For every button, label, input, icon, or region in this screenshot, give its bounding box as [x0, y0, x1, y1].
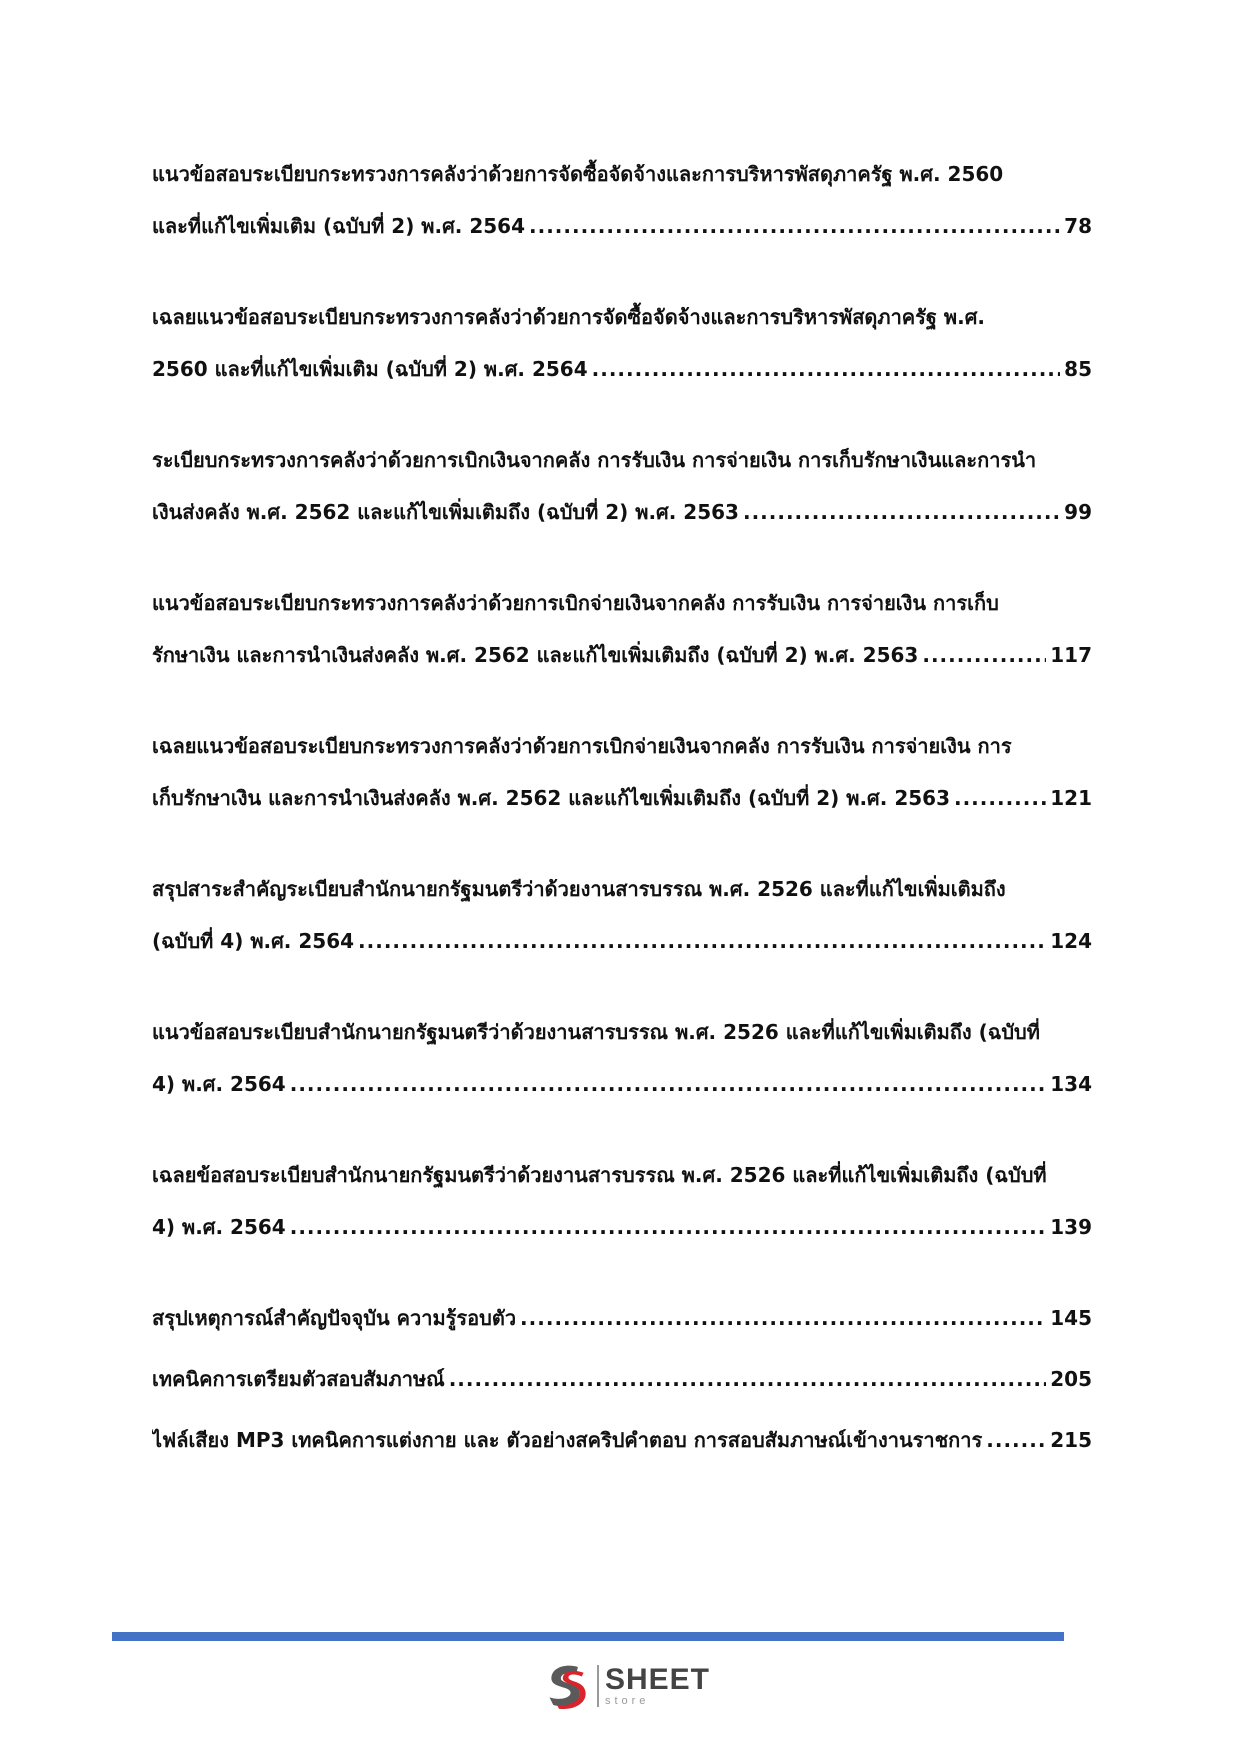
toc-line — [152, 1292, 1092, 1344]
toc-line — [152, 1414, 1092, 1466]
toc-line: แนวข้อสอบระเบียบกระทรวงการคลังว่าด้วยการจัดซื้อจัดจ้างและการบริหารพัสดุภาครัฐ พ.ศ. 2560 — [152, 162, 1004, 186]
toc-entry-title: สรุปเหตุการณ์สำคัญปัจจุบัน ความรู้รอบตัว — [152, 1306, 517, 1330]
toc-line: สรุปสาระสำคัญระเบียบสำนักนายกรัฐมนตรีว่าด้วยงานสารบรรณ พ.ศ. 2526 และที่แก้ไขเพิ่มเติมถึง — [152, 877, 1006, 901]
logo-word: SHEET — [604, 1663, 710, 1696]
toc-line: เฉลยข้อสอบระเบียบสำนักนายกรัฐมนตรีว่าด้วยงานสารบรรณ พ.ศ. 2526 และที่แก้ไขเพิ่มเติมถึง (ฉบับที่ — [152, 1163, 1047, 1187]
toc-line: แนวข้อสอบระเบียบกระทรวงการคลังว่าด้วยการเบิกจ่ายเงินจากคลัง การรับเงิน การจ่ายเงิน การเก็บ — [152, 591, 999, 615]
toc-page-number: 99 — [1064, 500, 1092, 524]
toc-dot-leader — [743, 486, 1060, 538]
toc-entry[interactable] — [152, 434, 1092, 538]
toc-entry-title: และที่แก้ไขเพิ่มเติม (ฉบับที่ 2) พ.ศ. 2564 — [152, 214, 525, 238]
toc-page-number: 85 — [1064, 357, 1092, 381]
toc-entry-title: เก็บรักษาเงิน และการนำเงินส่งคลัง พ.ศ. 2562 และแก้ไขเพิ่มเติมถึง (ฉบับที่ 2) พ.ศ. 2563 — [152, 786, 950, 810]
toc-entry[interactable] — [152, 148, 1092, 252]
toc-dot-leader — [358, 915, 1046, 967]
toc-dot-leader — [922, 629, 1046, 681]
toc-entry-title: (ฉบับที่ 4) พ.ศ. 2564 — [152, 929, 355, 953]
toc-entry[interactable] — [152, 1292, 1092, 1344]
toc-dot-leader — [954, 772, 1046, 824]
toc-line — [152, 1058, 1092, 1110]
toc-entry[interactable] — [152, 291, 1092, 395]
toc-entry-title: เงินส่งคลัง พ.ศ. 2562 และแก้ไขเพิ่มเติมถึง (ฉบับที่ 2) พ.ศ. 2563 — [152, 500, 739, 524]
toc-page-number: 124 — [1050, 929, 1092, 953]
table-of-contents — [152, 148, 1092, 1475]
toc-line: เฉลยแนวข้อสอบระเบียบกระทรวงการคลังว่าด้วยการเบิกจ่ายเงินจากคลัง การรับเงิน การจ่ายเงิน การ — [152, 734, 1012, 758]
toc-line — [152, 772, 1092, 824]
toc-page-number: 121 — [1050, 786, 1092, 810]
toc-entry-title: เทคนิคการเตรียมตัวสอบสัมภาษณ์ — [152, 1367, 445, 1391]
toc-line — [152, 1353, 1092, 1405]
toc-page-number: 215 — [1050, 1428, 1092, 1452]
toc-dot-leader — [520, 1292, 1046, 1344]
toc-dot-leader — [529, 200, 1060, 252]
toc-dot-leader — [290, 1201, 1047, 1253]
toc-line — [152, 200, 1092, 252]
toc-entry[interactable] — [152, 720, 1092, 824]
toc-page-number: 145 — [1050, 1306, 1092, 1330]
toc-entry-title: 2560 และที่แก้ไขเพิ่มเติม (ฉบับที่ 2) พ.ศ. 2564 — [152, 357, 588, 381]
toc-entry[interactable] — [152, 577, 1092, 681]
toc-entry[interactable] — [152, 1149, 1092, 1253]
toc-dot-leader — [449, 1353, 1047, 1405]
toc-entry-title: รักษาเงิน และการนำเงินส่งคลัง พ.ศ. 2562 และแก้ไขเพิ่มเติมถึง (ฉบับที่ 2) พ.ศ. 2563 — [152, 643, 919, 667]
toc-page-number: 78 — [1064, 214, 1092, 238]
toc-line: ระเบียบกระทรวงการคลังว่าด้วยการเบิกเงินจากคลัง การรับเงิน การจ่ายเงิน การเก็บรักษาเงินและการนำ — [152, 448, 1037, 472]
toc-line — [152, 486, 1092, 538]
logo-divider — [597, 1665, 599, 1707]
toc-page-number: 134 — [1050, 1072, 1092, 1096]
toc-entry-title: 4) พ.ศ. 2564 — [152, 1215, 286, 1239]
toc-page-number: 117 — [1050, 643, 1092, 667]
toc-line — [152, 915, 1092, 967]
toc-entry[interactable] — [152, 1414, 1092, 1466]
sheet-store-s-logo-icon — [540, 1658, 593, 1714]
toc-line — [152, 629, 1092, 681]
logo-text — [605, 1665, 710, 1707]
toc-line — [152, 343, 1092, 395]
toc-page-number: 205 — [1050, 1367, 1092, 1391]
toc-entry[interactable] — [152, 863, 1092, 967]
logo-subword: store — [604, 1695, 650, 1707]
toc-dot-leader — [986, 1414, 1046, 1466]
toc-entry-title: 4) พ.ศ. 2564 — [152, 1072, 286, 1096]
toc-page-number: 139 — [1050, 1215, 1092, 1239]
toc-dot-leader — [290, 1058, 1047, 1110]
toc-entry-title: ไฟล์เสียง MP3 เทคนิคการแต่งกาย และ ตัวอย่างสคริปคำตอบ การสอบสัมภาษณ์เข้างานราชการ — [152, 1428, 983, 1452]
toc-entry[interactable] — [152, 1006, 1092, 1110]
toc-line: แนวข้อสอบระเบียบสำนักนายกรัฐมนตรีว่าด้วยงานสารบรรณ พ.ศ. 2526 และที่แก้ไขเพิ่มเติมถึง (ฉบับที่ — [152, 1020, 1040, 1044]
toc-line: เฉลยแนวข้อสอบระเบียบกระทรวงการคลังว่าด้วยการจัดซื้อจัดจ้างและการบริหารพัสดุภาครัฐ พ.ศ. — [152, 305, 985, 329]
toc-dot-leader — [592, 343, 1061, 395]
toc-line — [152, 1201, 1092, 1253]
footer-rule — [112, 1632, 1064, 1641]
sheet-store-logo — [540, 1656, 710, 1716]
toc-entry[interactable] — [152, 1353, 1092, 1405]
